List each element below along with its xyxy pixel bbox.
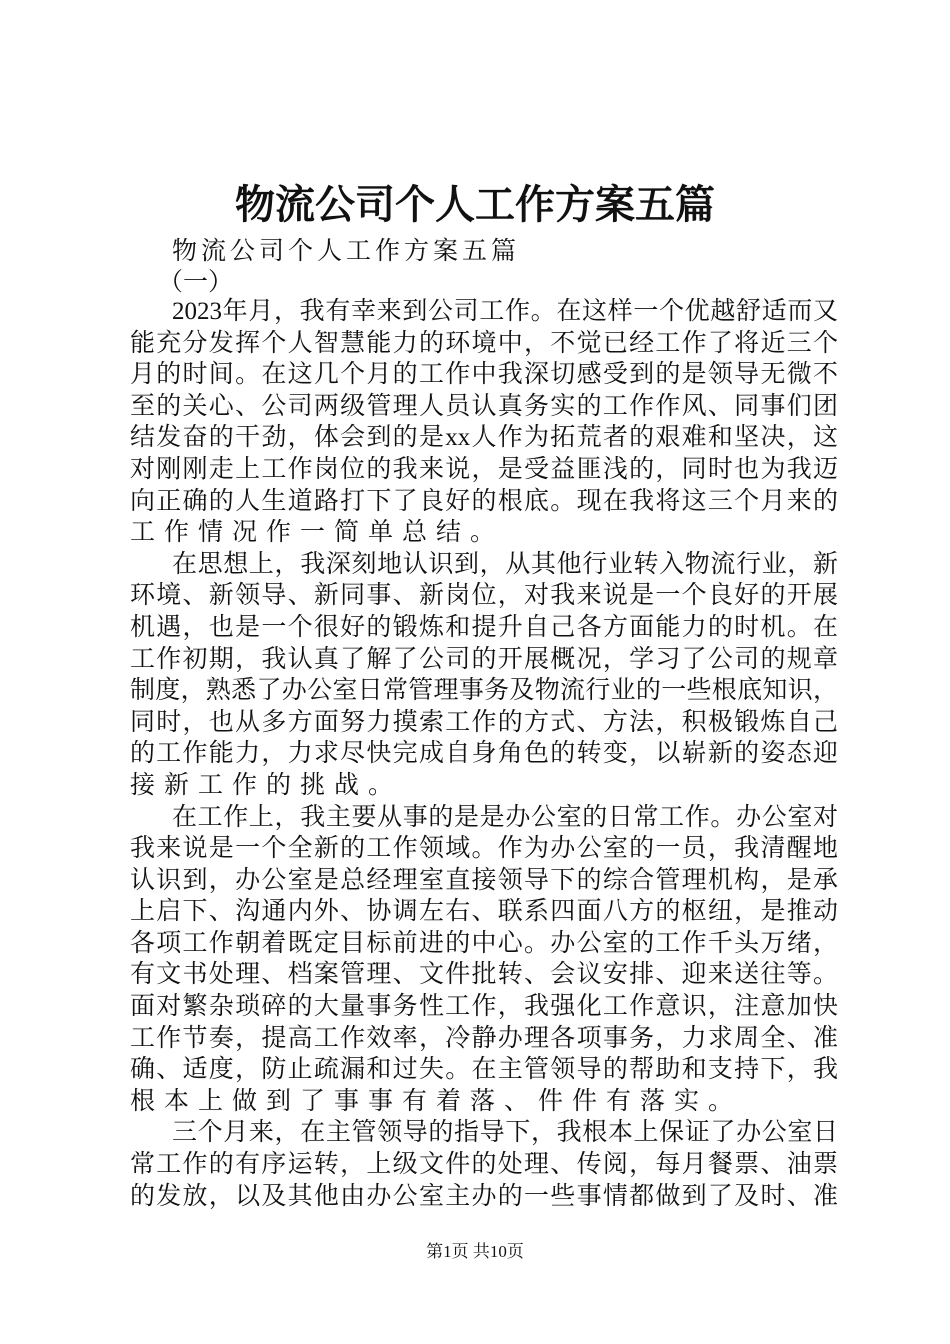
text-line: 在思想上，我深刻地认识到，从其他行业转入物流行业，新 — [172, 550, 838, 578]
text-line: 三个月来，在主管领导的指导下，我根本上保证了办公室日 — [172, 1119, 838, 1147]
text-line: 月的时间。在这几个月的工作中我深切感受到的是领导无微不 — [130, 361, 838, 389]
paragraph — [130, 549, 838, 802]
text-line: 上启下、沟通内外、协调左右、联系四面八方的枢纽，是推动 — [130, 898, 838, 926]
text-line: 环境、新领导、新同事、新岗位，对我来说是一个良好的开展 — [130, 582, 838, 610]
text-line: 面对繁杂琐碎的大量事务性工作，我强化工作意识，注意加快 — [130, 993, 838, 1021]
text-line: 制度，熟悉了办公室日常管理事务及物流行业的一些根底知识， — [130, 677, 838, 705]
text-line: 工作情况作一简单总结。 — [130, 519, 505, 547]
document-body — [130, 296, 838, 1212]
text-line: 的发放，以及其他由办公室主办的一些事情都做到了及时、准 — [130, 1182, 838, 1210]
text-line: 确、适度，防止疏漏和过失。在主管领导的帮助和支持下，我 — [130, 1056, 838, 1084]
page-footer: 第1页 共10页 — [426, 1242, 524, 1261]
text-line: 2023年月，我有幸来到公司工作。在这样一个优越舒适而又 — [172, 298, 838, 325]
text-line: 我来说是一个全新的工作领域。作为办公室的一员，我清醒地 — [130, 835, 838, 863]
document-subtitle: 物流公司个人工作方案五篇 — [172, 238, 521, 265]
text-line: 有文书处理、档案管理、文件批转、会议安排、迎来送往等。 — [130, 961, 838, 989]
text-line: 向正确的人生道路打下了良好的根底。现在我将这三个月来的 — [130, 487, 838, 515]
text-line: 至的关心、公司两级管理人员认真务实的工作作风、同事们团 — [130, 392, 838, 420]
text-line: 各项工作朝着既定目标前进的中心。办公室的工作千头万绪， — [130, 929, 838, 957]
text-line: 工作初期，我认真了解了公司的开展概况，学习了公司的规章 — [130, 645, 838, 673]
section-label: （一） — [158, 269, 234, 296]
text-line: 结发奋的干劲，体会到的是xx人作为拓荒者的艰难和坚决，这 — [130, 424, 838, 452]
text-line: 工作节奏，提高工作效率，冷静办理各项事务，力求周全、准 — [130, 1024, 838, 1052]
document-title: 物流公司个人工作方案五篇 — [235, 182, 715, 227]
text-line: 接新工作的挑战。 — [130, 771, 403, 799]
text-line: 根本上做到了事事有着落、件件有落实。 — [130, 1087, 743, 1115]
paragraph — [130, 296, 838, 549]
text-line: 认识到，办公室是总经理室直接领导下的综合管理机构，是承 — [130, 866, 838, 894]
text-line: 机遇，也是一个很好的锻炼和提升自己各方面能力的时机。在 — [130, 613, 838, 641]
text-line: 对刚刚走上工作岗位的我来说，是受益匪浅的，同时也为我迈 — [130, 455, 838, 483]
text-line: 在工作上，我主要从事的是是办公室的日常工作。办公室对 — [172, 803, 838, 831]
paragraph — [130, 1117, 838, 1212]
text-line: 常工作的有序运转，上级文件的处理、传阅，每月餐票、油票 — [130, 1151, 838, 1179]
text-line: 能充分发挥个人智慧能力的环境中，不觉已经工作了将近三个 — [130, 329, 838, 357]
paragraph — [130, 802, 838, 1118]
text-line: 的工作能力，力求尽快完成自身角色的转变，以崭新的姿态迎 — [130, 740, 838, 768]
text-line: 同时，也从多方面努力摸索工作的方式、方法，积极锻炼自己 — [130, 708, 838, 736]
